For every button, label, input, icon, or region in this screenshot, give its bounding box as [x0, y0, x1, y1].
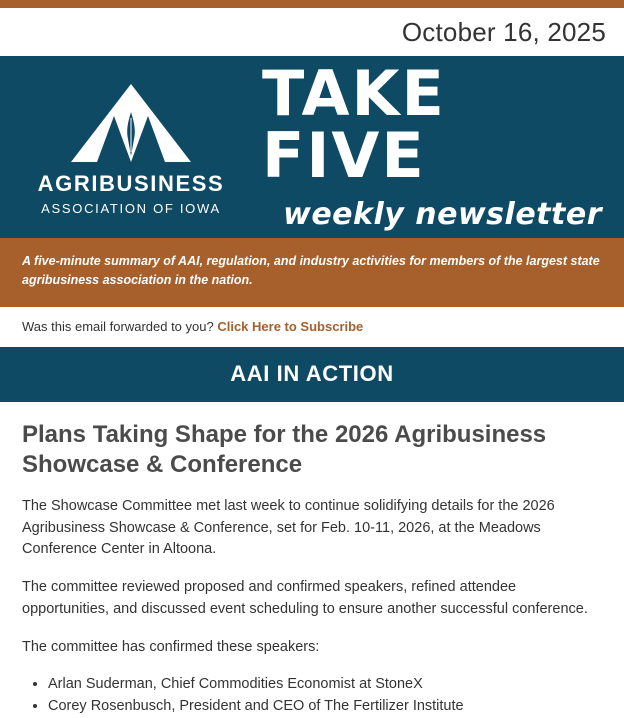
- speaker-list: [22, 674, 602, 718]
- section-header-aai-in-action: AAI IN ACTION: [0, 347, 624, 402]
- issue-date: October 16, 2025: [401, 16, 606, 47]
- date-bar: [0, 8, 624, 56]
- list-item: • Arlan Suderman, Chief Commodities Economist at StoneX: [48, 674, 602, 696]
- newsletter-title: TAKE FIVE: [262, 56, 446, 192]
- subscribe-link[interactable]: Click Here to Subscribe: [217, 318, 364, 334]
- leaf-icon: [124, 112, 138, 156]
- article-block: [0, 402, 624, 718]
- logo-name: AGRIBUSINESS: [37, 171, 225, 197]
- forward-text: Was this email forwarded to you?: [22, 318, 214, 334]
- tagline-bar: A five-minute summary of AAI, regulation, and industry activities for members of the largest state agribusiness association in the nation.: [0, 238, 624, 307]
- newsletter-subtitle: weekly newsletter: [283, 196, 602, 232]
- hero-title-block: [262, 56, 624, 232]
- article-paragraph-1: The Showcase Committee met last week to continue solidifying details for the 2026 Agribusiness Showcase & Conference, set for Feb. 10-11, 2026, at the Meadows Conference Center in Altoona.: [22, 497, 555, 558]
- list-item: • Corey Rosenbusch, President and CEO of The Fertilizer Institute: [48, 696, 602, 718]
- association-logo: [0, 56, 262, 238]
- hero-banner: [0, 56, 624, 238]
- triangle-logo-icon: [71, 84, 191, 162]
- article-paragraph-2: The committee reviewed proposed and confirmed speakers, refined attendee opportunities, and discussed event scheduling to ensure another successful conference.: [22, 579, 588, 617]
- article-headline: Plans Taking Shape for the 2026 Agribusiness Showcase & Conference: [22, 420, 547, 478]
- forward-bar: [0, 307, 624, 347]
- logo-subtitle: ASSOCIATION OF IOWA: [41, 200, 221, 216]
- article-paragraph-3: The committee has confirmed these speakers:: [22, 638, 320, 655]
- top-accent-rule: [0, 0, 624, 8]
